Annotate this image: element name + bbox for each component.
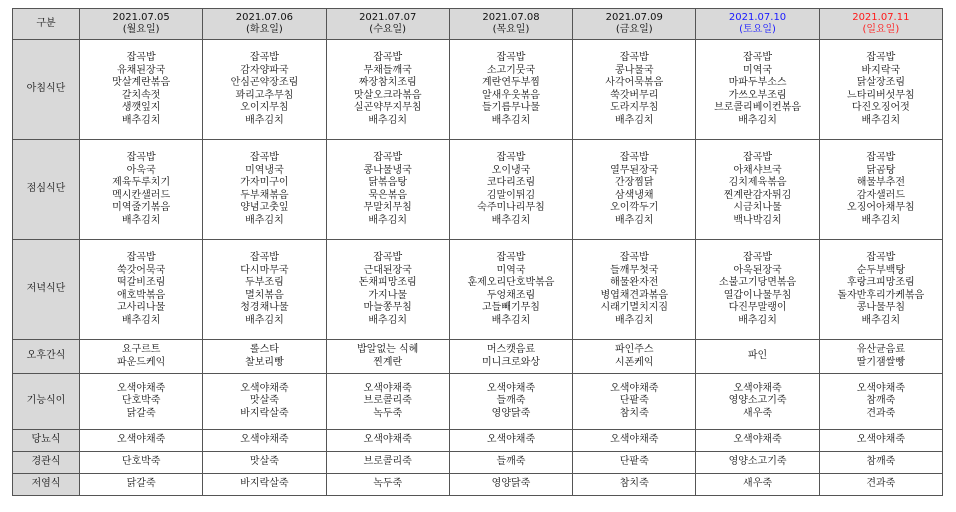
menu-item: 배추김치	[614, 314, 654, 326]
menu-item: 아욱된장국	[733, 264, 782, 276]
menu-item: 오색야채죽	[363, 434, 412, 446]
category-header: 구분	[13, 9, 80, 40]
menu-item: 파인주스	[614, 344, 654, 355]
menu-cell	[449, 452, 572, 474]
menu-item: 열무된장국	[610, 164, 659, 176]
menu-item: 오색야채죽	[240, 382, 289, 394]
menu-item: 배추김치	[368, 314, 408, 326]
menu-cell	[80, 474, 203, 496]
menu-item: 오색야채죽	[363, 382, 412, 394]
menu-cell	[203, 374, 326, 430]
menu-item: 두부채볶음	[240, 189, 289, 201]
menu-item: 잡곡밥	[373, 252, 403, 263]
meal-row	[13, 430, 943, 452]
menu-cell	[203, 40, 326, 140]
menu-item: 열갑이나물무침	[723, 289, 792, 301]
menu-cell	[573, 140, 696, 240]
menu-cell	[449, 140, 572, 240]
menu-item: 콩나물국	[614, 64, 654, 76]
menu-item: 아욱국	[126, 164, 156, 176]
menu-item: 다진오징어젓	[851, 102, 910, 113]
menu-item: 해물부추전	[856, 177, 905, 188]
menu-cell	[449, 474, 572, 496]
menu-item: 오색야채죽	[856, 434, 905, 446]
menu-item: 견과죽	[866, 478, 896, 490]
menu-item: 잡곡밥	[619, 52, 649, 63]
menu-item: 애호박볶음	[116, 289, 166, 301]
menu-item: 잡곡밥	[743, 52, 773, 63]
day-weekday: (화요일)	[246, 24, 283, 35]
menu-item: 바지락국	[861, 64, 901, 76]
menu-item: 배추김치	[738, 314, 777, 326]
menu-item: 유채된장국	[116, 64, 166, 76]
menu-item: 닭볶음탕	[368, 177, 408, 188]
day-date: 2021.07.06	[235, 11, 294, 23]
menu-item: 묵은볶음	[368, 189, 408, 201]
day-weekday: (금요일)	[615, 24, 653, 35]
table-body	[13, 40, 943, 496]
menu-item: 찐계란감자튀김	[723, 189, 792, 201]
menu-item: 브로콜리베이컨볶음	[714, 102, 802, 113]
menu-item: 마늘쫑무침	[363, 302, 412, 313]
menu-item: 배추김치	[121, 214, 161, 226]
menu-item: 오이깍두기	[610, 202, 659, 213]
menu-item: 잡곡밥	[866, 52, 896, 63]
menu-item: 배추김치	[245, 114, 284, 126]
menu-item: 삼색냉채	[614, 189, 654, 201]
menu-item: 제육두루치기	[112, 177, 171, 188]
menu-item: 갈치속젓	[121, 89, 161, 101]
menu-item: 다진무말랭이	[728, 302, 787, 313]
menu-item: 찐계란	[373, 356, 403, 368]
day-header	[80, 9, 203, 40]
menu-item: 닭살장조림	[856, 77, 905, 88]
menu-item: 머스캣음료	[486, 344, 536, 355]
menu-item: 배추김치	[861, 114, 901, 126]
menu-item: 두부조림	[245, 277, 284, 288]
menu-item: 잡곡밥	[619, 252, 649, 263]
menu-item: 요구르트	[121, 344, 161, 355]
menu-item: 마파두부소스	[728, 77, 787, 88]
menu-item: 잡곡밥	[866, 252, 896, 263]
menu-cell	[819, 140, 942, 240]
menu-item: 녹두죽	[373, 407, 403, 419]
day-date: 2021.07.09	[605, 11, 663, 23]
menu-item: 단팥죽	[619, 456, 649, 468]
meal-row	[13, 340, 943, 374]
menu-item: 유산균음료	[856, 344, 905, 355]
menu-item: 미역국	[743, 64, 773, 76]
menu-item: 병엽채견과볶음	[600, 289, 669, 301]
menu-item: 참깨죽	[866, 456, 896, 468]
meal-row	[13, 240, 943, 340]
meal-row	[13, 40, 943, 140]
meal-type-label: 기능식이	[13, 374, 80, 430]
menu-cell	[80, 430, 203, 452]
menu-item: 잡곡밥	[249, 52, 279, 63]
menu-item: 미역냉국	[245, 164, 284, 176]
menu-item: 두엉채조림	[486, 289, 536, 301]
menu-item: 청경채나물	[240, 302, 289, 313]
menu-cell	[573, 374, 696, 430]
menu-item: 오이지무침	[240, 102, 289, 113]
weekly-meal-table	[12, 8, 943, 496]
menu-cell	[326, 240, 449, 340]
day-header	[696, 9, 819, 40]
menu-cell	[326, 430, 449, 452]
menu-item: 오색야채죽	[733, 382, 782, 394]
menu-item: 단호박죽	[121, 456, 161, 468]
menu-item: 순두부백탕	[856, 264, 905, 276]
menu-item: 잡곡밥	[866, 152, 896, 163]
menu-item: 미역줄기볶음	[112, 202, 171, 213]
menu-cell	[696, 452, 819, 474]
menu-item: 배추김치	[245, 314, 284, 326]
menu-item: 배추김치	[491, 114, 531, 126]
menu-item: 오색야채죽	[116, 382, 166, 394]
menu-item: 배추김치	[738, 114, 777, 126]
menu-cell	[326, 452, 449, 474]
day-header	[326, 9, 449, 40]
menu-item: 잡곡밥	[126, 252, 156, 263]
menu-cell	[696, 340, 819, 374]
menu-item: 잡곡밥	[126, 52, 156, 63]
menu-cell	[819, 240, 942, 340]
menu-item: 잡곡밥	[496, 52, 526, 63]
menu-cell	[573, 40, 696, 140]
meal-type-label: 점심식단	[13, 140, 80, 240]
menu-cell	[80, 340, 203, 374]
menu-item: 오징어아채무침	[847, 202, 915, 213]
menu-cell	[819, 40, 942, 140]
meal-row	[13, 474, 943, 496]
menu-item: 오색야채죽	[856, 382, 905, 394]
menu-item: 느타리버섯무침	[847, 89, 915, 101]
menu-item: 영양닭죽	[491, 478, 531, 490]
menu-item: 무말치무침	[363, 202, 412, 213]
menu-item: 배추김치	[491, 214, 531, 226]
menu-cell	[696, 40, 819, 140]
menu-item: 잡곡밥	[126, 152, 156, 163]
menu-item: 잡곡밥	[496, 152, 526, 163]
menu-item: 들기름무나물	[482, 102, 540, 113]
menu-item: 숙주미나리무침	[477, 202, 545, 213]
menu-item: 가자미구이	[240, 177, 289, 188]
menu-item: 양념고춧잎	[240, 202, 289, 213]
menu-item: 오색야채죽	[733, 434, 782, 446]
menu-item: 영양소고기죽	[728, 395, 787, 407]
menu-item: 멕시칸샐러드	[112, 189, 171, 201]
menu-item: 찰보리빵	[245, 356, 284, 368]
menu-cell	[819, 430, 942, 452]
header-row	[13, 9, 943, 40]
menu-item: 배추김치	[614, 214, 654, 226]
menu-item: 롤스타	[249, 344, 279, 355]
menu-cell	[819, 474, 942, 496]
menu-item: 단호박죽	[121, 395, 161, 407]
menu-item: 무채들깨국	[363, 64, 412, 76]
menu-item: 소고기뭇국	[486, 64, 536, 76]
menu-cell	[573, 430, 696, 452]
menu-cell	[326, 40, 449, 140]
menu-item: 견과죽	[866, 407, 896, 419]
day-weekday: (토요일)	[739, 24, 776, 35]
day-weekday: (목요일)	[492, 24, 530, 35]
menu-item: 사각어묵볶음	[605, 77, 664, 88]
menu-item: 딸기잼쌀빵	[856, 356, 905, 368]
day-weekday: (일요일)	[862, 24, 900, 35]
menu-cell	[449, 40, 572, 140]
menu-item: 꽈리고추무침	[235, 89, 294, 101]
menu-cell	[326, 474, 449, 496]
day-header	[449, 9, 572, 40]
menu-item: 배추김치	[861, 314, 901, 326]
menu-item: 실곤약무지무침	[353, 102, 422, 113]
menu-item: 참깨죽	[866, 395, 896, 407]
day-weekday: (수요일)	[369, 24, 407, 35]
meal-row	[13, 452, 943, 474]
menu-item: 감자샐러드	[856, 189, 905, 201]
menu-cell	[696, 140, 819, 240]
menu-cell	[203, 340, 326, 374]
menu-item: 들깨죽	[496, 456, 526, 468]
menu-item: 시폰케익	[614, 356, 654, 368]
menu-item: 새우죽	[743, 407, 773, 419]
menu-cell	[696, 474, 819, 496]
menu-item: 잡곡밥	[619, 152, 649, 163]
menu-item: 잡곡밥	[743, 152, 773, 163]
menu-item: 생깻잎지	[121, 102, 161, 113]
menu-item: 맛살죽	[249, 456, 279, 468]
menu-cell	[696, 374, 819, 430]
menu-cell	[449, 340, 572, 374]
day-date: 2021.07.07	[359, 11, 417, 23]
menu-cell	[80, 452, 203, 474]
menu-cell	[80, 140, 203, 240]
menu-item: 시금치나물	[733, 202, 782, 213]
menu-item: 오색야채죽	[486, 382, 536, 394]
menu-cell	[819, 340, 942, 374]
menu-item: 녹두죽	[373, 478, 403, 490]
menu-item: 잡곡밥	[373, 52, 403, 63]
menu-item: 잡곡밥	[249, 252, 279, 263]
table-header	[13, 9, 943, 40]
menu-cell	[80, 40, 203, 140]
menu-item: 소불고기당면볶음	[718, 277, 797, 288]
menu-item: 잡곡밥	[249, 152, 279, 163]
menu-cell	[203, 474, 326, 496]
day-date: 2021.07.08	[482, 11, 540, 23]
menu-cell	[573, 340, 696, 374]
meal-type-label: 저염식	[13, 474, 80, 496]
meal-type-label: 오후간식	[13, 340, 80, 374]
menu-item: 배추김치	[121, 314, 161, 326]
menu-item: 브로콜리죽	[363, 395, 412, 407]
menu-item: 간장찜닭	[614, 177, 654, 188]
menu-item: 들깨무첫국	[610, 264, 659, 276]
day-weekday: (월요일)	[122, 24, 160, 35]
menu-item: 파인	[747, 350, 768, 362]
day-date: 2021.07.05	[112, 11, 170, 23]
meal-type-label: 당뇨식	[13, 430, 80, 452]
menu-item: 오색야채죽	[610, 382, 659, 394]
menu-item: 백나박김치	[733, 214, 782, 226]
menu-cell	[696, 430, 819, 452]
menu-item: 훈제오리단호박볶음	[467, 277, 555, 288]
menu-item: 오색야채죽	[116, 434, 166, 446]
menu-item: 배추김치	[121, 114, 161, 126]
menu-item: 참치죽	[619, 407, 649, 419]
menu-item: 쑥갓버무리	[610, 89, 659, 101]
menu-item: 잡곡밥	[373, 152, 403, 163]
menu-item: 김치제육볶음	[728, 177, 787, 188]
menu-item: 배추김치	[491, 314, 531, 326]
menu-item: 미역국	[496, 264, 526, 276]
menu-item: 아채샤브국	[733, 164, 782, 176]
menu-cell	[326, 340, 449, 374]
menu-item: 배추김치	[368, 114, 408, 126]
menu-item: 돈채피망조림	[358, 277, 417, 288]
menu-cell	[203, 452, 326, 474]
menu-item: 오이냉국	[491, 164, 531, 176]
menu-item: 바지락살죽	[240, 407, 289, 419]
menu-item: 배추김치	[861, 214, 901, 226]
menu-item: 떡갈비조림	[116, 277, 166, 288]
menu-item: 닭갈죽	[126, 407, 156, 419]
menu-item: 알새우웃볶음	[482, 89, 540, 101]
menu-item: 가쓰오부조림	[728, 89, 787, 101]
menu-item: 맛살죽	[249, 395, 279, 407]
meal-row	[13, 374, 943, 430]
menu-item: 오색야채죽	[240, 434, 289, 446]
menu-item: 다시마무국	[240, 264, 289, 276]
menu-item: 잡곡밥	[496, 252, 526, 263]
menu-cell	[696, 240, 819, 340]
menu-cell	[203, 430, 326, 452]
menu-item: 배추김치	[245, 214, 284, 226]
menu-item: 코다리조림	[486, 177, 536, 188]
menu-cell	[326, 374, 449, 430]
menu-item: 멸치볶음	[245, 289, 284, 301]
menu-item: 콩나물냉국	[363, 164, 412, 176]
menu-item: 닭갈죽	[126, 478, 156, 490]
menu-item: 가지나물	[368, 289, 408, 301]
menu-item: 후랑크피망조림	[847, 277, 915, 288]
meal-row	[13, 140, 943, 240]
menu-item: 참치죽	[619, 478, 649, 490]
menu-item: 브로콜리죽	[363, 456, 412, 468]
day-header	[573, 9, 696, 40]
menu-item: 파운드케익	[116, 356, 166, 368]
menu-item: 맛살계란볶음	[112, 77, 171, 88]
menu-item: 영양소고기죽	[728, 456, 787, 468]
menu-item: 배추김치	[368, 214, 408, 226]
menu-item: 김말이튀김	[486, 189, 536, 201]
menu-cell	[573, 240, 696, 340]
menu-item: 오색야채죽	[486, 434, 536, 446]
menu-item: 도라지무침	[610, 102, 659, 113]
menu-item: 미니크로와상	[482, 356, 540, 368]
menu-item: 돌자반후리가케볶음	[837, 289, 925, 301]
menu-cell	[203, 240, 326, 340]
menu-cell	[449, 374, 572, 430]
menu-cell	[573, 474, 696, 496]
menu-cell	[80, 240, 203, 340]
menu-cell	[573, 452, 696, 474]
menu-item: 바지락살죽	[240, 478, 289, 490]
menu-item: 단팥죽	[619, 395, 649, 407]
meal-type-label: 아침식단	[13, 40, 80, 140]
menu-item: 해물완자전	[610, 277, 659, 288]
menu-cell	[80, 374, 203, 430]
menu-cell	[449, 430, 572, 452]
menu-item: 짜장참치조림	[358, 77, 417, 88]
menu-item: 들깨죽	[496, 395, 526, 407]
menu-item: 감자양파국	[240, 64, 289, 76]
menu-item: 시래기멸치지짐	[600, 302, 669, 313]
meal-type-label: 경관식	[13, 452, 80, 474]
day-date: 2021.07.10	[728, 11, 787, 23]
menu-item: 닭곰탕	[866, 164, 896, 176]
menu-item: 맛살오크라볶음	[353, 89, 422, 101]
menu-item: 고사리나물	[116, 302, 166, 313]
menu-item: 잡곡밥	[743, 252, 773, 263]
menu-cell	[819, 452, 942, 474]
menu-item: 계란연두부찜	[482, 77, 540, 88]
day-header	[203, 9, 326, 40]
menu-item: 고들빼기무침	[482, 302, 540, 313]
menu-item: 밥알없는 식혜	[357, 344, 419, 355]
menu-cell	[326, 140, 449, 240]
day-header	[819, 9, 942, 40]
menu-cell	[449, 240, 572, 340]
menu-item: 오색야채죽	[610, 434, 659, 446]
day-date: 2021.07.11	[852, 11, 910, 23]
menu-item: 영양닭죽	[491, 407, 531, 419]
menu-item: 새우죽	[743, 478, 773, 490]
menu-item: 쑥갓어묵국	[116, 264, 166, 276]
menu-cell	[819, 374, 942, 430]
meal-type-label: 저녁식단	[13, 240, 80, 340]
menu-item: 근대된장국	[363, 264, 412, 276]
menu-cell	[203, 140, 326, 240]
menu-item: 배추김치	[614, 114, 654, 126]
menu-item: 콩나물무침	[856, 302, 905, 313]
menu-item: 안심곤약장조림	[230, 77, 299, 88]
